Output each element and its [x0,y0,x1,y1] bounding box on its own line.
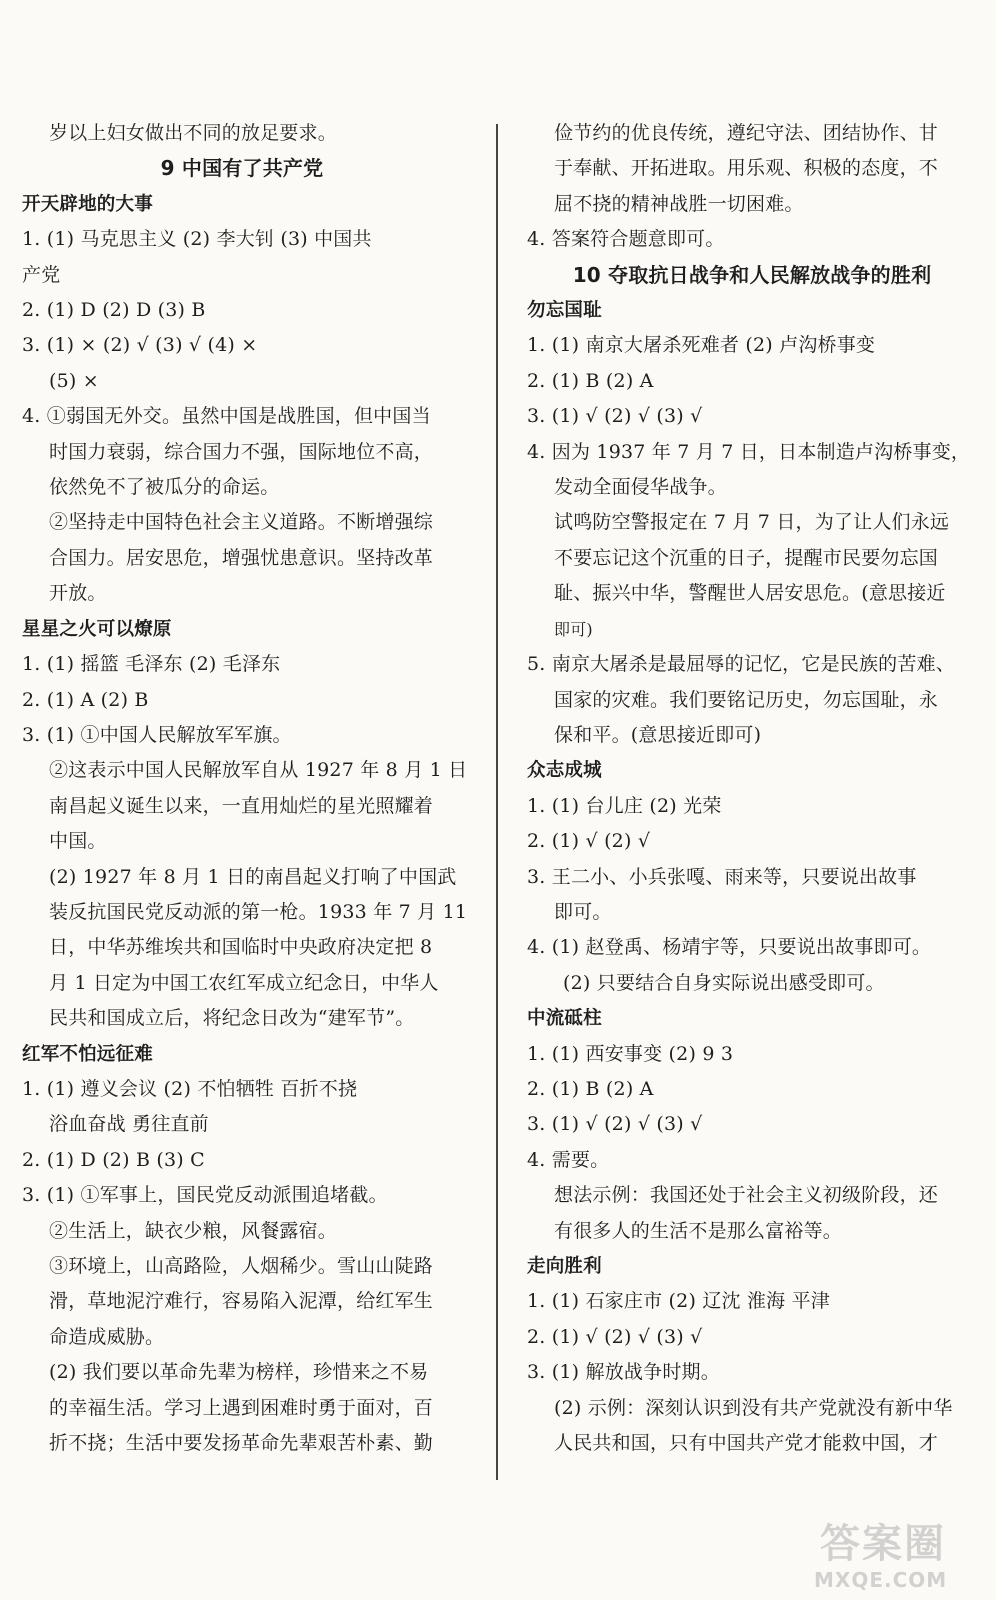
text-line: (2) 示例：深刻认识到没有共产党就没有新中华 [554,1396,953,1419]
text-line: 1. (1) 摇篮 毛泽东 (2) 毛泽东 [22,653,281,676]
text-line: 4. 答案符合题意即可。 [527,228,725,251]
text-line: 俭节约的优良传统，遵纪守法、团结协作、甘 [554,122,939,144]
text-line: 不要忘记这个沉重的日子，提醒市民要勿忘国 [554,546,939,569]
text-line: 南昌起义诞生以来，一直用灿烂的星光照耀着 [49,794,434,817]
right-column [527,116,977,1461]
text-line: 3. 王二小、小兵张嘎、雨来等，只要说出故事 [527,865,917,888]
section-heading: 红军不怕远征难 [22,1043,153,1065]
text-line: 2. (1) A (2) B [22,688,149,711]
watermark-bottom: MXQE.COM [814,1568,948,1592]
text-line: 5. 南京大屠杀是最屈辱的记忆，它是民族的苦难、 [527,653,955,676]
text-line: 4. (1) 赵登禹、杨靖宇等，只要说出故事即可。 [527,936,932,959]
text-line: 1. (1) 南京大屠杀死难者 (2) 卢沟桥事变 [527,334,876,357]
text-line: 的幸福生活。学习上遇到困难时勇于面对，百 [49,1396,434,1419]
chapter-title: 9 中国有了共产党 [160,156,324,181]
text-line: 装反抗国民党反动派的第一枪。1933 年 7 月 11 [49,900,468,923]
text-line: 试鸣防空警报定在 7 月 7 日，为了让人们永远 [554,511,950,534]
text-line: 产党 [22,263,61,286]
section-heading: 走向胜利 [527,1256,602,1277]
chapter-title: 10 夺取抗日战争和人民解放战争的胜利 [572,262,932,287]
text-line: 月 1 日定为中国工农红军成立纪念日，中华人 [49,971,439,994]
text-line: 滑，草地泥泞难行，容易陷入泥潭，给红军生 [49,1290,434,1313]
text-line: 2. (1) √ (2) √ [527,830,651,853]
text-line: (2) 我们要以革命先辈为榜样，珍惜来之不易 [49,1361,429,1384]
text-line: 1. (1) 台儿庄 (2) 光荣 [527,794,722,817]
watermark-logo [810,1512,978,1592]
text-line: (2) 1927 年 8 月 1 日的南昌起义打响了中国武 [49,865,457,888]
text-line: 国家的灾难。我们要铭记历史，勿忘国耻，永 [554,688,939,711]
text-line: 人民共和国，只有中国共产党才能救中国，才 [554,1432,939,1455]
text-line: 浴血奋战 勇往直前 [49,1113,209,1136]
text-line: 发动全面侵华战争。 [554,476,727,499]
text-line: 民共和国成立后，将纪念日改为“建军节”。 [49,1007,415,1030]
text-line: 想法示例：我国还处于社会主义初级阶段，还 [554,1184,939,1207]
text-line: 4. 因为 1937 年 7 月 7 日，日本制造卢沟桥事变， [527,440,971,463]
text-line: 依然免不了被瓜分的命运。 [49,476,280,499]
text-line: 1. (1) 马克思主义 (2) 李大钊 (3) 中国共 [22,228,372,251]
text-line: 3. (1) √ (2) √ (3) √ [527,1113,703,1136]
left-column [22,116,468,1461]
text-line: 3. (1) × (2) √ (3) √ (4) × [22,334,258,357]
text-line: 日，中华苏维埃共和国临时中央政府决定把 8 [49,936,433,959]
watermark-top: 答案圈 [820,1521,946,1567]
text-line: 2. (1) D (2) D (3) B [22,299,206,322]
text-line: 2. (1) B (2) A [527,1077,654,1100]
text-line: 合国力。居安思危，增强忧患意识。坚持改革 [49,546,434,569]
text-line: 保和平。(意思接近即可) [554,723,762,746]
text-line: ③环境上，山高路险，人烟稀少。雪山山陡路 [49,1255,434,1277]
text-line: 3. (1) 解放战争时期。 [527,1361,720,1384]
text-line: 屈不挠的精神战胜一切困难。 [554,192,804,215]
text-line: ②生活上，缺衣少粮，风餐露宿。 [49,1219,338,1242]
text-line: 中国。 [49,830,107,853]
text-line: 1. (1) 石家庄市 (2) 辽沈 淮海 平津 [527,1290,830,1313]
text-line: 耻、振兴中华，警醒世人居安思危。(意思接近 [554,582,946,605]
text-line: 1. (1) 西安事变 (2) 9 3 [527,1042,734,1065]
text-line: 于奉献、开拓进取。用乐观、积极的态度，不 [554,157,939,180]
text-line: 折不挠；生活中要发扬革命先辈艰苦朴素、勤 [49,1432,434,1455]
text-line: 即可。 [554,900,612,923]
text-line: (5) × [49,369,99,392]
text-line: 2. (1) B (2) A [527,369,654,392]
text-line: 岁以上妇女做出不同的放足要求。 [49,122,338,144]
text-line: 开放。 [49,582,107,605]
text-line: ②这表示中国人民解放军自从 1927 年 8 月 1 日 [49,759,468,782]
column-divider [496,124,498,1480]
section-heading: 众志成城 [527,760,602,782]
section-heading: 星星之火可以燎原 [22,618,172,640]
text-line: 有很多人的生活不是那么富裕等。 [554,1219,843,1242]
text-line: 命造成威胁。 [49,1325,165,1348]
text-line: 3. (1) √ (2) √ (3) √ [527,405,703,428]
text-line: 1. (1) 遵义会议 (2) 不怕牺牲 百折不挠 [22,1077,358,1100]
section-heading: 中流砥柱 [527,1008,602,1030]
text-line: 4. 需要。 [527,1148,610,1171]
text-line: 3. (1) ①军事上，国民党反动派围追堵截。 [22,1184,388,1207]
text-line: 2. (1) √ (2) √ (3) √ [527,1325,703,1348]
text-line: 4. ①弱国无外交。虽然中国是战胜国，但中国当 [22,405,431,428]
text-line: 即可) [554,619,593,639]
text-line: 2. (1) D (2) B (3) C [22,1148,205,1171]
section-heading: 开天辟地的大事 [22,193,153,215]
text-line: 时国力衰弱，综合国力不强，国际地位不高， [49,440,434,463]
text-line: ②坚持走中国特色社会主义道路。不断增强综 [49,511,434,534]
text-line: (2) 只要结合自身实际说出感受即可。 [563,971,885,994]
text-line: 3. (1) ①中国人民解放军军旗。 [22,723,292,746]
section-heading: 勿忘国耻 [527,300,602,322]
